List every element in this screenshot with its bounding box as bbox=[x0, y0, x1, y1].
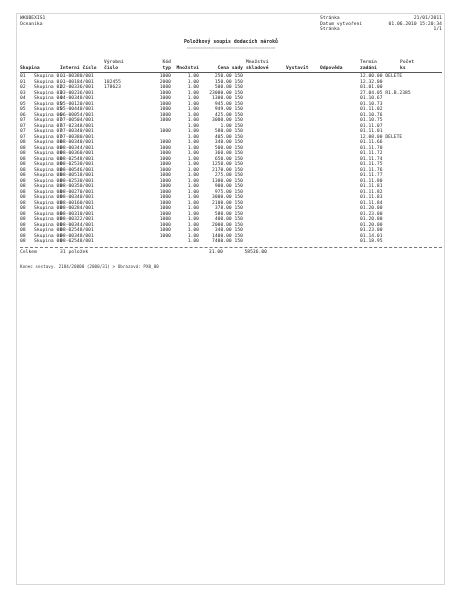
row-cell-1: Skupina 08 bbox=[34, 206, 63, 212]
row-cell-1: Skupina 08 bbox=[34, 217, 63, 223]
row-cell-2: 05-00440/001 bbox=[60, 107, 94, 113]
row-cell-10: 12.32.00 bbox=[360, 79, 383, 85]
row-cell-5: 1.00 bbox=[187, 178, 199, 184]
row-cell-1: Skupina 08 bbox=[34, 178, 63, 184]
row-cell-2: 08-00344/001 bbox=[60, 145, 94, 151]
row-cell-0: 08 bbox=[20, 211, 26, 217]
header-cell-6: Cena sady bbox=[217, 65, 243, 71]
row-cell-0: 01 bbox=[20, 74, 26, 80]
row-cell-6: 340.00 150 bbox=[214, 140, 243, 146]
row-cell-9 bbox=[320, 239, 360, 245]
row-cell-0: 02 bbox=[20, 85, 26, 91]
row-cell-5: 1.00 bbox=[187, 217, 199, 223]
row-cell-2: 08-00160/001 bbox=[60, 200, 94, 206]
row-cell-1: Skupina 08 bbox=[34, 145, 63, 151]
row-cell-2: 08-02548/001 bbox=[60, 239, 94, 245]
row-cell-1: Skupina 03 bbox=[34, 90, 63, 96]
row-cell-2: 08-00270/001 bbox=[60, 189, 94, 195]
row-cell-0: 08 bbox=[20, 167, 26, 173]
row-cell-6: 3000.00 150 bbox=[212, 118, 243, 124]
row-cell-2: 08-00518/001 bbox=[60, 173, 94, 179]
row-cell-2: 08-02530/001 bbox=[60, 178, 94, 184]
row-cell-4: 1000 bbox=[159, 228, 171, 234]
summary-label: Celkem bbox=[20, 249, 37, 255]
row-cell-10: 01.11.66 bbox=[360, 140, 383, 146]
row-cell-0: 07 bbox=[20, 129, 26, 135]
row-cell-0: 06 bbox=[20, 112, 26, 118]
row-cell-2: 08-00310/001 bbox=[60, 211, 94, 217]
row-cell-4: 1000 bbox=[159, 156, 171, 162]
row-cell-2: 08-02548/001 bbox=[60, 156, 94, 162]
row-cell-6: 500.00 150 bbox=[214, 85, 243, 91]
row-cell-0: 07 bbox=[20, 118, 26, 124]
row-cell-6: 405.00 150 bbox=[214, 134, 243, 140]
row-cell-10: 01.10.73 bbox=[360, 101, 383, 107]
row-cell-2: 08-00360/001 bbox=[60, 151, 94, 157]
row-cell-4: 1000 bbox=[159, 211, 171, 217]
table-header bbox=[20, 66, 442, 72]
row-cell-4: 1000 bbox=[159, 222, 171, 228]
row-cell-2: 01-00184/001 bbox=[60, 79, 94, 85]
row-cell-1: Skupina 08 bbox=[34, 189, 63, 195]
row-cell-10: 01.20.00 bbox=[360, 206, 383, 212]
row-cell-4: 1000 bbox=[159, 74, 171, 80]
header-top-cell-10: Termín bbox=[360, 60, 377, 66]
company-name: Oceanika bbox=[20, 21, 43, 27]
row-cell-2: 08-02530/001 bbox=[60, 162, 94, 168]
row-cell-3: 182455 bbox=[104, 79, 121, 85]
row-cell-0: 08 bbox=[20, 140, 26, 146]
row-cell-10: 01.11.01 bbox=[360, 129, 383, 135]
row-cell-5: 1.00 bbox=[187, 222, 199, 228]
row-cell-2: 07-00340/001 bbox=[60, 129, 94, 135]
row-cell-1: Skupina 05 bbox=[34, 101, 63, 107]
row-cell-10: 01.10.75 bbox=[360, 118, 383, 124]
row-cell-2: 07-00380/001 bbox=[60, 134, 94, 140]
row-cell-5: 1.00 bbox=[187, 162, 199, 168]
row-cell-6: 400.00 150 bbox=[214, 217, 243, 223]
row-cell-5: 1.00 bbox=[187, 239, 199, 245]
header-cell-3: číslo bbox=[104, 65, 119, 71]
row-cell-4: 1000 bbox=[159, 217, 171, 223]
row-cell-1: Skupina 07 bbox=[34, 123, 63, 129]
row-cell-1: Skupina 08 bbox=[34, 162, 63, 168]
row-cell-10: 01.20.00 bbox=[360, 217, 383, 223]
row-cell-4: 1000 bbox=[159, 233, 171, 239]
row-cell-4: 1000 bbox=[159, 85, 171, 91]
row-cell-4: 1000 bbox=[159, 162, 171, 168]
header-cell-4: typ bbox=[162, 65, 171, 71]
row-cell-4: 1000 bbox=[159, 112, 171, 118]
row-cell-10: 01.11.77 bbox=[360, 173, 383, 179]
header-meta-value: 01.06.2010 15:20:34 bbox=[388, 21, 442, 27]
header-left bbox=[20, 16, 45, 27]
row-cell-4: 1000 bbox=[159, 101, 171, 107]
row-cell-1: Skupina 0.. bbox=[34, 74, 65, 80]
summary-quantity: 31.00 bbox=[208, 249, 223, 255]
table-body bbox=[20, 74, 442, 245]
header-cell-0: Skupina bbox=[20, 65, 40, 71]
row-cell-2: 08-00322/001 bbox=[60, 217, 94, 223]
row-cell-0: 03 bbox=[20, 90, 26, 96]
row-cell-10: 01.11.81 bbox=[360, 184, 383, 190]
header-meta-value: 21/01/2011 bbox=[413, 16, 442, 21]
row-cell-5: 1.00 bbox=[187, 233, 199, 239]
row-cell-10: 01.18.95 bbox=[360, 239, 383, 245]
row-cell-5: 1.00 bbox=[187, 228, 199, 234]
row-cell-1: Skupina 06 bbox=[34, 112, 63, 118]
row-cell-0: 08 bbox=[20, 239, 26, 245]
row-cell-0: 08 bbox=[20, 195, 26, 201]
row-cell-1: Skupina 08 bbox=[34, 222, 63, 228]
row-cell-2: 03-00236/001 bbox=[60, 90, 94, 96]
header-cell-5: Množství bbox=[176, 65, 199, 71]
header-meta-label: Datum vytvoření bbox=[320, 21, 363, 27]
row-cell-10: 01.11.76 bbox=[360, 167, 383, 173]
row-cell-10: 01.11.70 bbox=[360, 145, 383, 151]
row-cell-1: Skupina 08 bbox=[34, 195, 63, 201]
header-cell-8: Vystavit bbox=[286, 65, 309, 71]
row-cell-2: 08-00344/001 bbox=[60, 222, 94, 228]
row-cell-10: 01.10.76 bbox=[360, 112, 383, 118]
row-cell-5: 1.00 bbox=[187, 167, 199, 173]
row-cell-10: 01.11.07 bbox=[360, 123, 383, 129]
row-cell-4: 1000 bbox=[159, 178, 171, 184]
row-cell-6: 650.00 150 bbox=[214, 156, 243, 162]
row-cell-10: 01.11.84 bbox=[360, 200, 383, 206]
row-cell-0: 05 bbox=[20, 107, 26, 113]
row-cell-4: 1000 bbox=[159, 107, 171, 113]
row-cell-4: 1000 bbox=[159, 184, 171, 190]
report-footer: Konec sestavy. 2184/20000 (2000/31) > Obrazová: PX0_00 bbox=[20, 263, 159, 269]
row-cell-0: 05 bbox=[20, 101, 26, 107]
row-cell-4: 2000 bbox=[159, 79, 171, 85]
row-cell-0: 08 bbox=[20, 178, 26, 184]
row-cell-6: 949.00 150 bbox=[214, 107, 243, 113]
row-cell-5: 1.00 bbox=[187, 129, 199, 135]
header-cell-10: zadání bbox=[360, 65, 377, 71]
row-cell-0: 08 bbox=[20, 189, 26, 195]
header-meta-value: 1/1 bbox=[433, 27, 442, 33]
row-cell-4: 1000 bbox=[159, 90, 171, 96]
row-cell-5: 1.00 bbox=[187, 156, 199, 162]
row-cell-6: 2170.00 150 bbox=[212, 167, 243, 173]
row-cell-1: Skupina 07 bbox=[34, 134, 63, 140]
header-cell-9: Odpověda bbox=[320, 65, 343, 71]
row-cell-1: Skupina 08 bbox=[34, 151, 63, 157]
row-cell-4: 1000 bbox=[159, 145, 171, 151]
row-cell-11 bbox=[400, 239, 440, 245]
row-cell-5: 1.00 bbox=[187, 206, 199, 212]
row-cell-6: 2000.00 150 bbox=[212, 222, 243, 228]
row-cell-0: 08 bbox=[20, 184, 26, 190]
row-cell-4: 1000 bbox=[159, 129, 171, 135]
row-cell-4: 1000 bbox=[159, 195, 171, 201]
header-cell-1 bbox=[34, 66, 60, 72]
row-cell-0: 07 bbox=[20, 123, 26, 129]
row-cell-1: Skupina 05 bbox=[34, 107, 63, 113]
row-cell-6: 275.00 150 bbox=[214, 173, 243, 179]
row-cell-4: 1000 bbox=[159, 173, 171, 179]
row-cell-0: 04 bbox=[20, 96, 26, 102]
header-cell-11: ks bbox=[400, 65, 406, 71]
row-cell-10: 01.14.01 bbox=[360, 233, 383, 239]
row-cell-5: 1.00 bbox=[187, 195, 199, 201]
row-cell-5: 1.00 bbox=[187, 200, 199, 206]
row-cell-0: 07 bbox=[20, 134, 26, 140]
row-cell-5: 1.00 bbox=[187, 90, 199, 96]
row-cell-6: 7400.00 150 bbox=[212, 239, 243, 245]
row-cell-1: Skupina 08 bbox=[34, 167, 63, 173]
row-cell-10: 01.11.74 bbox=[360, 156, 383, 162]
row-cell-1: Skupina 08 bbox=[34, 228, 63, 234]
row-cell-10: 01.23.00 bbox=[360, 228, 383, 234]
title-block bbox=[20, 40, 442, 51]
row-cell-0: 08 bbox=[20, 217, 26, 223]
row-cell-5: 1.00 bbox=[187, 112, 199, 118]
row-cell-4: 1000 bbox=[159, 118, 171, 124]
row-cell-1: Skupina 08 bbox=[34, 184, 63, 190]
row-cell-2: 06-00054/001 bbox=[60, 112, 94, 118]
row-cell-4: 1000 bbox=[159, 206, 171, 212]
row-cell-6: 1300.00 150 bbox=[212, 96, 243, 102]
row-cell-0: 08 bbox=[20, 145, 26, 151]
row-cell-6: 425.00 150 bbox=[214, 112, 243, 118]
row-cell-1: Skupina 08 bbox=[34, 156, 63, 162]
row-cell-2: 08-00340/001 bbox=[60, 140, 94, 146]
summary-rule bbox=[20, 247, 442, 248]
row-cell-4: 1000 bbox=[159, 189, 171, 195]
row-cell-1: Skupina 07 bbox=[34, 118, 63, 124]
row-cell-6: 1250.00 150 bbox=[212, 162, 243, 168]
row-cell-10: 01.11.02 bbox=[360, 107, 383, 113]
row-cell-2: 08-02548/001 bbox=[60, 228, 94, 234]
row-cell-6: 360.00 150 bbox=[214, 151, 243, 157]
row-cell-6: 23000.00 150 bbox=[209, 90, 243, 96]
report-code: WKOBEXIS1 bbox=[20, 16, 46, 21]
row-cell-6: 378.00 150 bbox=[214, 206, 243, 212]
row-cell-6: 2100.00 150 bbox=[212, 200, 243, 206]
row-cell-0: 08 bbox=[20, 151, 26, 157]
row-cell-5: 1.00 bbox=[187, 211, 199, 217]
row-cell-4: 1000 bbox=[159, 96, 171, 102]
header-cell-2: Interní číslo bbox=[60, 65, 97, 71]
row-cell-4: 1000 bbox=[159, 140, 171, 146]
row-cell-6: 340.00 150 bbox=[214, 228, 243, 234]
row-cell-10: 01.11.75 bbox=[360, 162, 383, 168]
report-subtitle: ======================================== bbox=[186, 45, 276, 50]
summary-total: 58536.00 bbox=[244, 249, 267, 255]
row-cell-10: 27.04.05 R1.B.2385 bbox=[360, 90, 411, 96]
row-cell-10: 01.23.00 bbox=[360, 211, 383, 217]
row-cell-1: Skupina 08 bbox=[34, 140, 63, 146]
row-cell-2: 05-00120/001 bbox=[60, 101, 94, 107]
row-cell-0: 08 bbox=[20, 162, 26, 168]
row-cell-5: 1.00 bbox=[187, 189, 199, 195]
row-cell-1: Skupina 08 bbox=[34, 173, 63, 179]
header-top-cell-3: Výrobní bbox=[104, 60, 124, 66]
row-cell-4: 1000 bbox=[159, 200, 171, 206]
row-cell-0: 08 bbox=[20, 233, 26, 239]
row-cell-0: 08 bbox=[20, 222, 26, 228]
row-cell-2: 04-00348/001 bbox=[60, 96, 94, 102]
summary-count: 31 položek bbox=[60, 249, 89, 255]
row-cell-6: 3000.00 150 bbox=[212, 195, 243, 201]
row-cell-5: 1.00 bbox=[187, 173, 199, 179]
header-meta-label: Stránka bbox=[320, 27, 340, 33]
row-cell-1: Skupina 07 bbox=[34, 129, 63, 135]
header-cell-7: skladové bbox=[246, 65, 269, 71]
row-cell-6: 975.00 150 bbox=[214, 189, 243, 195]
row-cell-6: 1400.00 150 bbox=[212, 233, 243, 239]
row-cell-2: 08-00284/001 bbox=[60, 206, 94, 212]
report-document bbox=[20, 16, 442, 269]
header-top-cell-7: Množství bbox=[246, 60, 269, 66]
row-cell-6: 500.00 150 bbox=[214, 145, 243, 151]
row-cell-5: 1.00 bbox=[187, 96, 199, 102]
row-cell-8 bbox=[286, 239, 320, 245]
row-cell-5: 1.00 bbox=[187, 101, 199, 107]
row-cell-2: 08-00348/001 bbox=[60, 233, 94, 239]
row-cell-1: Skupina 02 bbox=[34, 85, 63, 91]
row-cell-10: 01.10.67 bbox=[360, 96, 383, 102]
row-cell-6: 250.00 150 bbox=[214, 74, 243, 80]
row-cell-1: Skupina 04 bbox=[34, 96, 63, 102]
row-cell-1: Skupina 08 bbox=[34, 200, 63, 206]
row-cell-10: 01.11.82 bbox=[360, 189, 383, 195]
header-right bbox=[320, 16, 442, 33]
row-cell-0: 08 bbox=[20, 200, 26, 206]
row-cell-10: 01.01.00 bbox=[360, 85, 383, 91]
row-cell-2: 02-00336/001 bbox=[60, 85, 94, 91]
header-meta-row bbox=[320, 27, 442, 33]
row-cell-4: 1000 bbox=[159, 167, 171, 173]
row-cell-10: 01.20.00 bbox=[360, 222, 383, 228]
row-cell-3: 178623 bbox=[104, 85, 121, 91]
row-cell-2: 07-00504/001 bbox=[60, 118, 94, 124]
table-row bbox=[20, 239, 442, 245]
row-cell-0: 08 bbox=[20, 206, 26, 212]
row-cell-6: 150.00 150 bbox=[214, 79, 243, 85]
summary-row bbox=[20, 250, 442, 256]
report-title: Položkový soupis dodacích nároků bbox=[183, 40, 278, 45]
row-cell-5: 1.00 bbox=[187, 74, 199, 80]
row-cell-2: 01-00380/001 bbox=[60, 74, 94, 80]
row-cell-10: 01.11.72 bbox=[360, 151, 383, 157]
row-cell-5: 1.00 bbox=[187, 134, 199, 140]
row-cell-10: 01.11.80 bbox=[360, 178, 383, 184]
row-cell-5: 1.00 bbox=[187, 184, 199, 190]
row-cell-3 bbox=[104, 239, 146, 245]
row-cell-1: Skupina 08 bbox=[34, 211, 63, 217]
row-cell-5: 1.00 bbox=[187, 123, 199, 129]
row-cell-6: 580.00 150 bbox=[214, 211, 243, 217]
row-cell-10: 12.08.00 DELETE bbox=[360, 134, 403, 140]
row-cell-6: 580.00 150 bbox=[214, 129, 243, 135]
row-cell-6: 1.00 150 bbox=[220, 123, 243, 129]
row-cell-1: Skupina 08 bbox=[34, 239, 63, 245]
row-cell-5: 1.00 bbox=[187, 85, 199, 91]
row-cell-5: 1.00 bbox=[187, 145, 199, 151]
row-cell-2: 08-00546/001 bbox=[60, 167, 94, 173]
row-cell-1: Skupina 08 bbox=[34, 233, 63, 239]
row-cell-6: 1300.00 150 bbox=[212, 178, 243, 184]
row-cell-10: 12.00.00 DELETE bbox=[360, 74, 403, 80]
row-cell-7 bbox=[246, 239, 286, 245]
row-cell-6: 900.00 150 bbox=[214, 184, 243, 190]
row-cell-0: 01 bbox=[20, 79, 26, 85]
row-cell-5: 1.00 bbox=[187, 118, 199, 124]
row-cell-10: 01.11.83 bbox=[360, 195, 383, 201]
header-meta-label: Stránka bbox=[320, 16, 340, 21]
row-cell-4 bbox=[146, 239, 174, 245]
row-cell-0: 08 bbox=[20, 228, 26, 234]
row-cell-2: 07-02348/001 bbox=[60, 123, 94, 129]
row-cell-0: 08 bbox=[20, 173, 26, 179]
row-cell-0: 08 bbox=[20, 156, 26, 162]
row-cell-5: 1.00 bbox=[187, 151, 199, 157]
row-cell-4: 1000 bbox=[159, 151, 171, 157]
row-cell-1: Skupina 0.. bbox=[34, 79, 65, 85]
report-table bbox=[20, 60, 442, 256]
row-cell-5: 1.00 bbox=[187, 79, 199, 85]
row-cell-2: 08-00350/001 bbox=[60, 184, 94, 190]
header-top-cell-11: Počet bbox=[400, 60, 415, 66]
row-cell-6: 945.00 150 bbox=[214, 101, 243, 107]
row-cell-2: 08-00340/001 bbox=[60, 195, 94, 201]
header-top-cell-4: Kód bbox=[162, 60, 171, 66]
row-cell-5: 1.00 bbox=[187, 107, 199, 113]
row-cell-5: 1.00 bbox=[187, 140, 199, 146]
report-header bbox=[20, 16, 442, 34]
